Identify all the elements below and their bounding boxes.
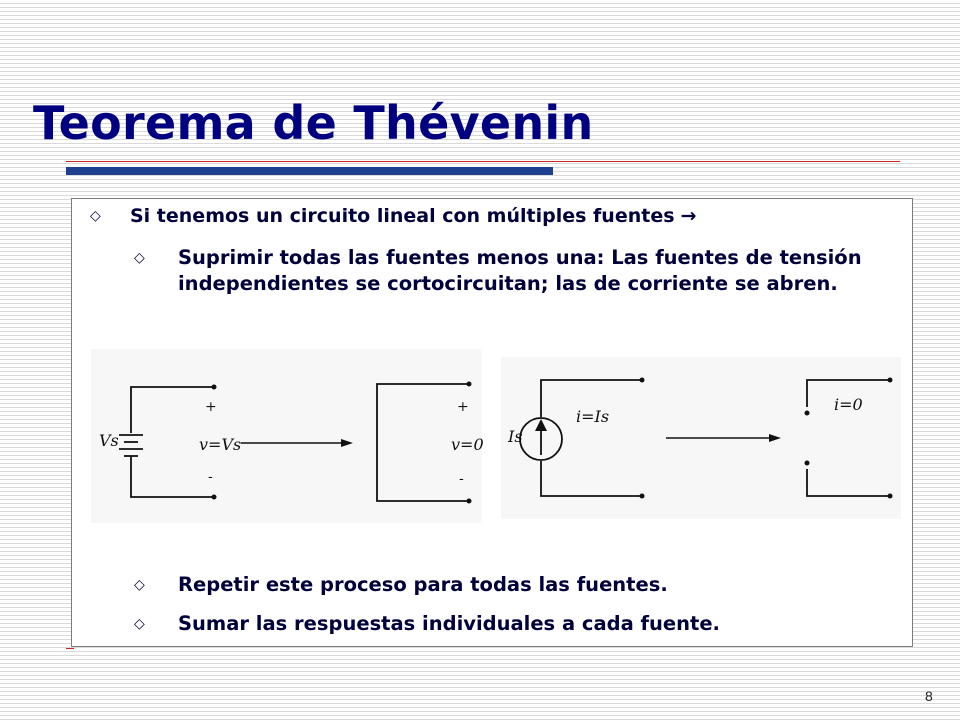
bullet-level-1 (90, 205, 696, 227)
bullet-text: Sumar las respuestas individuales a cada fuente. (178, 612, 720, 635)
diamond-bullet-icon: ◇ (134, 616, 145, 632)
terminal-dot (888, 378, 893, 383)
terminal-dot (640, 494, 645, 499)
terminal-dot (640, 378, 645, 383)
diamond-bullet-icon: ◇ (90, 208, 101, 224)
i-equals-0-label: i=0 (834, 395, 863, 414)
minus-sign: - (208, 469, 213, 485)
terminal-dot (467, 499, 472, 504)
bullet-level-2 (134, 573, 668, 597)
open-terminal-dot (805, 461, 810, 466)
terminal-dot (467, 382, 472, 387)
page-number: 8 (925, 688, 933, 704)
bullet-level-2 (134, 612, 720, 636)
minus-sign: - (459, 471, 464, 487)
title-accent-bar (66, 167, 553, 175)
bullet-level-2 (134, 245, 874, 297)
v-equals-0-label: v=0 (451, 435, 484, 454)
open-terminal-dot (805, 411, 810, 416)
v-equals-vs-label: v=Vs (199, 435, 242, 454)
content-box (71, 198, 913, 647)
bullet-text: Si tenemos un circuito lineal con múltiples fuentes → (130, 205, 697, 227)
plus-sign: + (457, 399, 469, 415)
is-label: Is (508, 427, 523, 446)
right-arrow-icon: → (680, 205, 697, 227)
diamond-bullet-icon: ◇ (134, 250, 145, 266)
terminal-dot (888, 494, 893, 499)
i-equals-is-label: i=Is (576, 407, 610, 426)
bullet-text: Repetir este proceso para todas las fuentes. (178, 573, 668, 596)
vs-label: Vs (99, 431, 119, 450)
diamond-bullet-icon: ◇ (134, 577, 145, 593)
terminal-dot (212, 385, 217, 390)
source-suppression-figure (91, 349, 901, 523)
plus-sign: + (205, 399, 217, 415)
slide-title: Teorema de Thévenin (33, 96, 594, 150)
bottom-accent-line (66, 648, 74, 649)
bullet-text: Suprimir todas las fuentes menos una: Las fuentes de tensión independientes se cortocircuitan; las de corriente se abren. (178, 246, 862, 295)
terminal-dot (212, 495, 217, 500)
title-underline-red (66, 161, 900, 162)
